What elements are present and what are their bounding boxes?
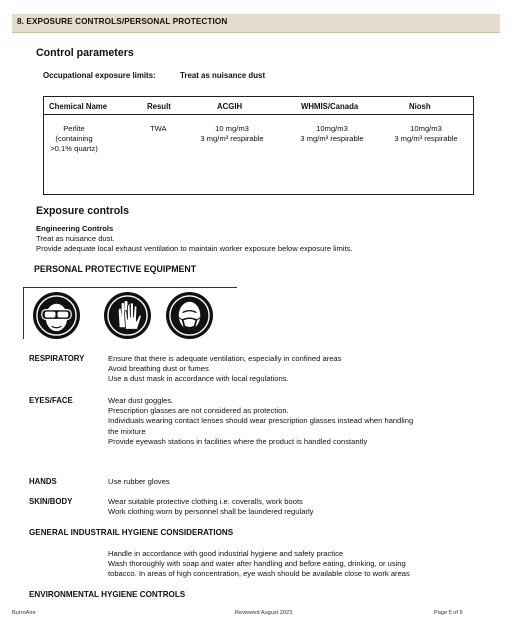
column-header-niosh: Niosh — [409, 102, 431, 111]
table-header-row — [44, 97, 473, 115]
eyes-face-line: Provide eyewash stations in facilities where the product is handled constantly — [108, 436, 368, 446]
niosh-cell-line: 3 mg/m³ respirable — [394, 134, 458, 143]
engineering-controls-title: Engineering Controls — [36, 224, 114, 233]
ppe-pictograms — [23, 287, 237, 339]
respiratory-line: Ensure that there is adequate ventilation, especially in confined areas — [108, 354, 342, 363]
engineering-controls-line: Treat as nuisance dust. — [36, 234, 115, 243]
whmis-cell-line: 3 mg/m³ respirable — [300, 134, 364, 143]
ppe-heading: PERSONAL PROTECTIVE EQUIPMENT — [34, 264, 197, 274]
skin-body-text — [108, 497, 313, 517]
environmental-heading: ENVIRONMENTAL HYGIENE CONTROLS — [29, 590, 186, 599]
niosh-cell-line: 10mg/m3 — [410, 124, 442, 133]
dust-mask-icon — [166, 292, 213, 339]
eyes-face-line: Prescription glasses are not considered as protection. — [108, 406, 289, 416]
exposure-limits-table — [43, 96, 474, 195]
hands-label: HANDS — [29, 477, 57, 486]
respiratory-line: Use a dust mask in accordance with local regulations. — [108, 374, 289, 384]
exposure-controls-heading: Exposure controls — [36, 205, 130, 217]
respiratory-label: RESPIRATORY — [29, 354, 85, 363]
skin-body-line: Work clothing worn by personnel shall be laundered regularly — [108, 507, 314, 517]
column-header-result: Result — [147, 102, 171, 111]
footer-page-number: Page 5 of 9 — [434, 610, 463, 616]
hygiene-text — [108, 549, 410, 580]
footer-company: BurroAire — [12, 610, 36, 616]
hygiene-line: Handle in accordance with good industrial hygiene and safety practice — [108, 549, 344, 558]
chemical-name-line: (containing — [55, 134, 93, 143]
oel-label: Occupational exposure limits: — [43, 71, 156, 80]
acgih-cell-line: 3 mg/m³ respirable — [200, 134, 264, 143]
acgih-cell-line: 10 mg/m3 — [215, 124, 249, 133]
footer-review-date: Reviewed August 2023 — [235, 610, 293, 616]
gloves-icon — [104, 292, 151, 339]
chemical-name-line: Perlite — [63, 124, 85, 133]
result-cell: TWA — [150, 124, 167, 133]
hygiene-line: tobacco. In areas of high concentration, eye wash should be available close to work areas — [108, 569, 410, 579]
section-title: 8. EXPOSURE CONTROLS/PERSONAL PROTECTION — [17, 17, 228, 26]
chemical-name-line: >0.1% quartz) — [50, 144, 98, 153]
control-parameters-heading: Control parameters — [36, 47, 134, 59]
skin-body-line: Wear suitable protective clothing i.e. coveralls, work boots — [108, 497, 303, 506]
eyes-face-line: the mixture — [108, 426, 146, 436]
eyes-face-label: EYES/FACE — [29, 396, 73, 405]
whmis-cell-line: 10mg/m3 — [316, 124, 348, 133]
column-header-whmis: WHMIS/Canada — [301, 102, 359, 111]
engineering-controls-line: Provide adequate local exhaust ventilation to maintain worker exposure below exposure limits. — [36, 244, 353, 253]
hands-line: Use rubber gloves — [108, 477, 170, 486]
respiratory-text — [108, 354, 341, 385]
goggles-icon — [33, 292, 80, 339]
eyes-face-line: Individuals wearing contact lenses should wear prescription glasses instead when handling — [108, 416, 414, 426]
column-header-chemical-name: Chemical Name — [49, 102, 108, 111]
eyes-face-line: Wear dust goggles. — [108, 396, 174, 405]
eyes-face-text — [108, 396, 413, 447]
column-header-acgih: ACGIH — [217, 102, 243, 111]
skin-body-label: SKIN/BODY — [29, 497, 73, 506]
oel-value: Treat as nuisance dust — [180, 71, 266, 80]
hygiene-heading: GENERAL INDUSTRAIL HYGIENE CONSIDERATIONS — [29, 528, 234, 537]
respiratory-line: Avoid breathing dust or fumes — [108, 364, 209, 374]
hygiene-line: Wash thoroughly with soap and water after handling and before eating, drinking, or using — [108, 559, 406, 569]
section-header — [12, 14, 500, 33]
